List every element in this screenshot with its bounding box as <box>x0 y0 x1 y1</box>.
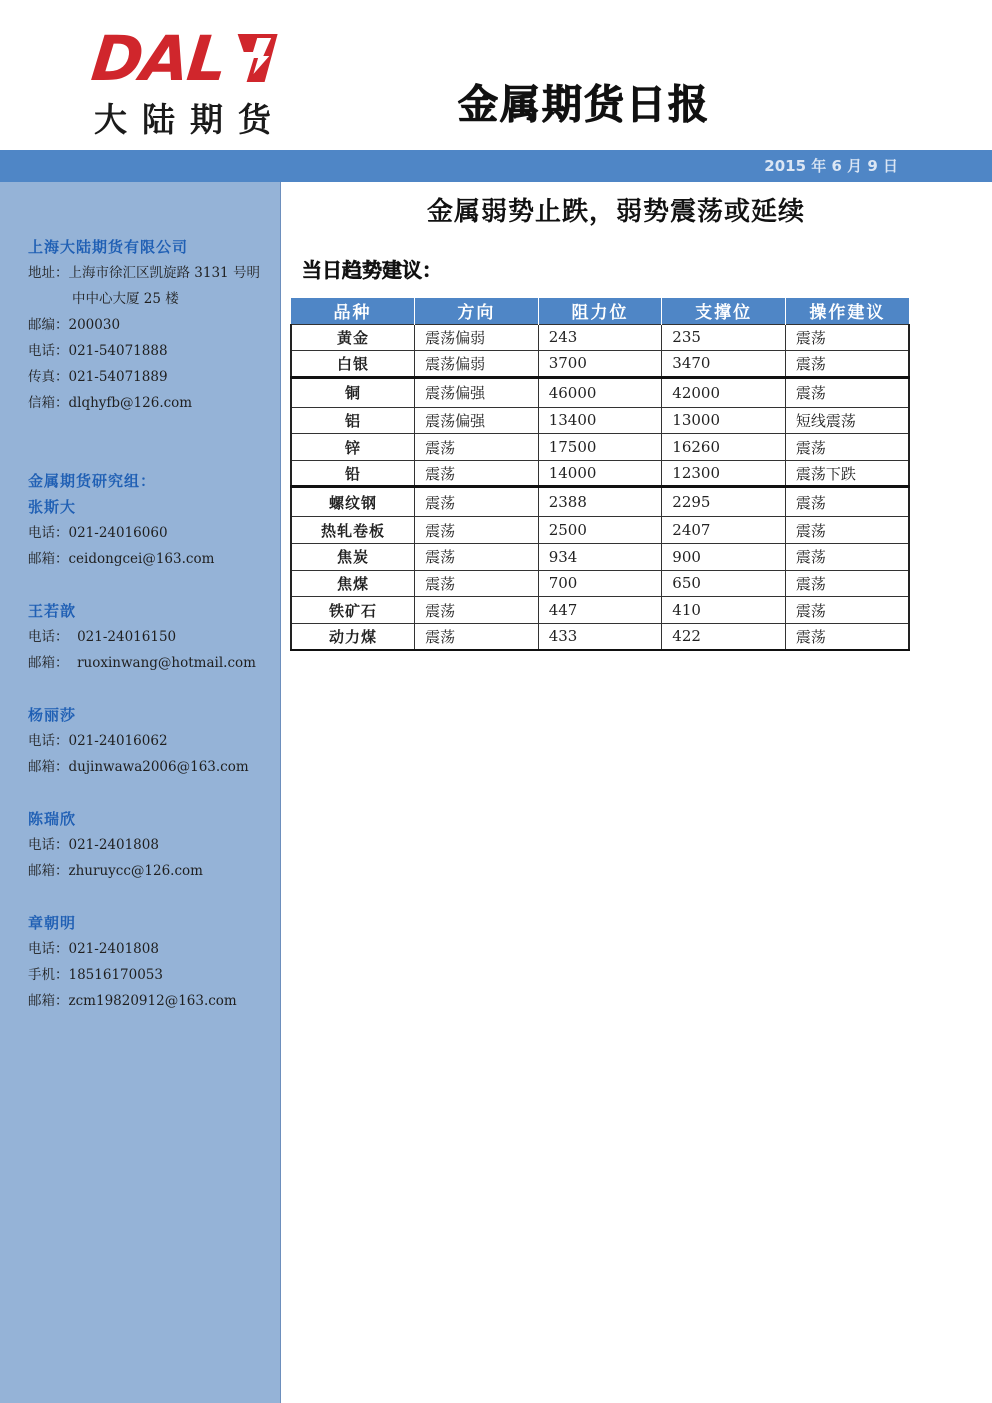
logo-arrow-icon <box>222 30 284 86</box>
support-cell: 900 <box>662 544 786 571</box>
column-header: 阻力位 <box>538 298 662 324</box>
direction-cell: 震荡 <box>415 623 539 650</box>
date-bar <box>0 150 992 182</box>
headline: 金属弱势止跌，弱势震荡或延续 <box>426 197 805 227</box>
mail-label: 邮箱： <box>28 863 69 879</box>
mail-label: 邮箱： <box>28 551 69 567</box>
table-row <box>291 377 909 407</box>
variety-cell: 铝 <box>291 407 415 434</box>
company-logo <box>88 22 310 142</box>
table-row <box>291 407 909 434</box>
table-row <box>291 434 909 461</box>
variety-cell: 螺纹钢 <box>291 487 415 517</box>
table-row <box>291 324 909 351</box>
logo-latin-text: DAL <box>88 22 229 95</box>
advice-cell: 震荡 <box>785 517 909 544</box>
variety-cell: 黄金 <box>291 324 415 351</box>
resistance-cell: 46000 <box>538 377 662 407</box>
resistance-cell: 14000 <box>538 460 662 487</box>
mail-value[interactable]: dlqhyfb@126.com <box>68 395 193 411</box>
advice-cell: 震荡 <box>785 377 909 407</box>
member-name: 章朝明 <box>28 914 77 932</box>
support-cell: 3470 <box>662 351 786 378</box>
fax-label: 传真： <box>28 369 69 385</box>
logo-chinese-text: 大陆期货 <box>94 100 286 139</box>
mail-label: 邮箱： <box>28 759 69 775</box>
tel-value: 021-24016062 <box>68 733 168 749</box>
advice-cell: 震荡 <box>785 570 909 597</box>
support-cell: 650 <box>662 570 786 597</box>
direction-cell: 震荡偏弱 <box>415 351 539 378</box>
column-header: 操作建议 <box>785 298 909 324</box>
direction-cell: 震荡 <box>415 570 539 597</box>
member-name: 张斯大 <box>28 498 77 516</box>
column-header: 支撑位 <box>662 298 786 324</box>
support-cell: 410 <box>662 597 786 624</box>
member-name: 杨丽莎 <box>28 706 77 724</box>
address-row <box>28 260 278 286</box>
mail-value[interactable]: zhuruycc@126.com <box>68 863 203 879</box>
resistance-cell: 433 <box>538 623 662 650</box>
report-date: 2015 年 6 月 9 日 <box>764 157 898 175</box>
table-row <box>291 460 909 487</box>
mobile-value: 18516170053 <box>68 967 163 983</box>
section-label: 当日趋势建议： <box>302 258 442 282</box>
variety-cell: 铅 <box>291 460 415 487</box>
advice-cell: 震荡 <box>785 434 909 461</box>
mail-value[interactable]: ceidongcei@163.com <box>68 551 215 567</box>
table-row <box>291 597 909 624</box>
zip-label: 邮编： <box>28 317 69 333</box>
variety-cell: 焦煤 <box>291 570 415 597</box>
tel-value: 021-54071888 <box>68 343 168 359</box>
support-cell: 422 <box>662 623 786 650</box>
variety-cell: 动力煤 <box>291 623 415 650</box>
member-mail-row <box>28 650 278 676</box>
column-header: 品种 <box>291 298 415 324</box>
direction-cell: 震荡 <box>415 597 539 624</box>
tel-label: 电话： <box>28 837 69 853</box>
resistance-cell: 934 <box>538 544 662 571</box>
resistance-cell: 13400 <box>538 407 662 434</box>
advice-cell: 震荡 <box>785 623 909 650</box>
member-mail-row <box>28 988 278 1014</box>
member-tel-row <box>28 624 278 650</box>
advice-cell: 震荡 <box>785 597 909 624</box>
tel-row <box>28 338 278 364</box>
direction-cell: 震荡 <box>415 460 539 487</box>
resistance-cell: 243 <box>538 324 662 351</box>
address-label: 地址： <box>28 265 69 281</box>
table-body <box>291 324 909 650</box>
resistance-cell: 700 <box>538 570 662 597</box>
direction-cell: 震荡 <box>415 434 539 461</box>
support-cell: 2407 <box>662 517 786 544</box>
contact-sidebar <box>0 182 281 1403</box>
table-row <box>291 351 909 378</box>
mail-label: 邮箱： <box>28 993 69 1009</box>
support-cell: 16260 <box>662 434 786 461</box>
advice-cell: 震荡 <box>785 544 909 571</box>
report-header <box>0 0 992 150</box>
member-name: 王若歆 <box>28 602 77 620</box>
variety-cell: 锌 <box>291 434 415 461</box>
tel-label: 电话： <box>28 941 69 957</box>
member-tel-row <box>28 936 278 962</box>
mail-value[interactable]: ruoxinwang@hotmail.com <box>68 655 256 671</box>
member-block <box>28 598 278 676</box>
trend-table <box>290 298 910 651</box>
direction-cell: 震荡偏强 <box>415 377 539 407</box>
address-line-2: 中中心大厦 25 楼 <box>72 291 179 307</box>
member-block <box>28 806 278 884</box>
member-tel-row <box>28 832 278 858</box>
advice-cell: 短线震荡 <box>785 407 909 434</box>
support-cell: 235 <box>662 324 786 351</box>
advice-cell: 震荡 <box>785 324 909 351</box>
table-row <box>291 623 909 650</box>
report-title: 金属期货日报 <box>458 82 710 128</box>
support-cell: 2295 <box>662 487 786 517</box>
mail-value[interactable]: dujinwawa2006@163.com <box>68 759 249 775</box>
member-block <box>28 910 278 1014</box>
direction-cell: 震荡 <box>415 544 539 571</box>
table-header-row <box>291 298 909 324</box>
support-cell: 42000 <box>662 377 786 407</box>
fax-row <box>28 364 278 390</box>
mail-value[interactable]: zcm19820912@163.com <box>68 993 237 1009</box>
member-name: 陈瑞欣 <box>28 810 77 828</box>
company-name: 上海大陆期货有限公司 <box>28 238 189 256</box>
advice-cell: 震荡 <box>785 351 909 378</box>
advice-cell: 震荡下跌 <box>785 460 909 487</box>
variety-cell: 铜 <box>291 377 415 407</box>
zip-value: 200030 <box>68 317 121 333</box>
direction-cell: 震荡 <box>415 517 539 544</box>
tel-label: 电话： <box>28 733 69 749</box>
member-mail-row <box>28 754 278 780</box>
address-line-1: 上海市徐汇区凯旋路 3131 号明 <box>68 265 260 281</box>
logo-wordmark <box>88 24 313 94</box>
table-row <box>291 544 909 571</box>
member-tel-row <box>28 520 278 546</box>
tel-value: 021-2401808 <box>68 837 159 853</box>
tel-value: 021-24016150 <box>68 629 177 645</box>
support-cell: 12300 <box>662 460 786 487</box>
member-block <box>28 702 278 780</box>
member-tel-row <box>28 728 278 754</box>
variety-cell: 白银 <box>291 351 415 378</box>
table-row <box>291 570 909 597</box>
company-info <box>28 234 278 416</box>
direction-cell: 震荡偏强 <box>415 407 539 434</box>
zip-row <box>28 312 278 338</box>
resistance-cell: 3700 <box>538 351 662 378</box>
variety-cell: 焦炭 <box>291 544 415 571</box>
mail-label: 信箱： <box>28 395 69 411</box>
resistance-cell: 447 <box>538 597 662 624</box>
support-cell: 13000 <box>662 407 786 434</box>
member-mobile-row <box>28 962 278 988</box>
table-row <box>291 517 909 544</box>
variety-cell: 铁矿石 <box>291 597 415 624</box>
mail-label: 邮箱： <box>28 655 69 671</box>
member-mail-row <box>28 858 278 884</box>
mail-row <box>28 390 278 416</box>
resistance-cell: 17500 <box>538 434 662 461</box>
mobile-label: 手机： <box>28 967 69 983</box>
resistance-cell: 2500 <box>538 517 662 544</box>
research-group-title: 金属期货研究组： <box>28 472 157 490</box>
tel-value: 021-2401808 <box>68 941 159 957</box>
tel-label: 电话： <box>28 525 69 541</box>
tel-value: 021-24016060 <box>68 525 168 541</box>
fax-value: 021-54071889 <box>68 369 168 385</box>
member-mail-row <box>28 546 278 572</box>
tel-label: 电话： <box>28 343 69 359</box>
direction-cell: 震荡 <box>415 487 539 517</box>
direction-cell: 震荡偏弱 <box>415 324 539 351</box>
variety-cell: 热轧卷板 <box>291 517 415 544</box>
advice-cell: 震荡 <box>785 487 909 517</box>
table-row <box>291 487 909 517</box>
tel-label: 电话： <box>28 629 69 645</box>
resistance-cell: 2388 <box>538 487 662 517</box>
research-team <box>28 468 278 572</box>
address-row-2 <box>28 286 278 312</box>
column-header: 方向 <box>415 298 539 324</box>
